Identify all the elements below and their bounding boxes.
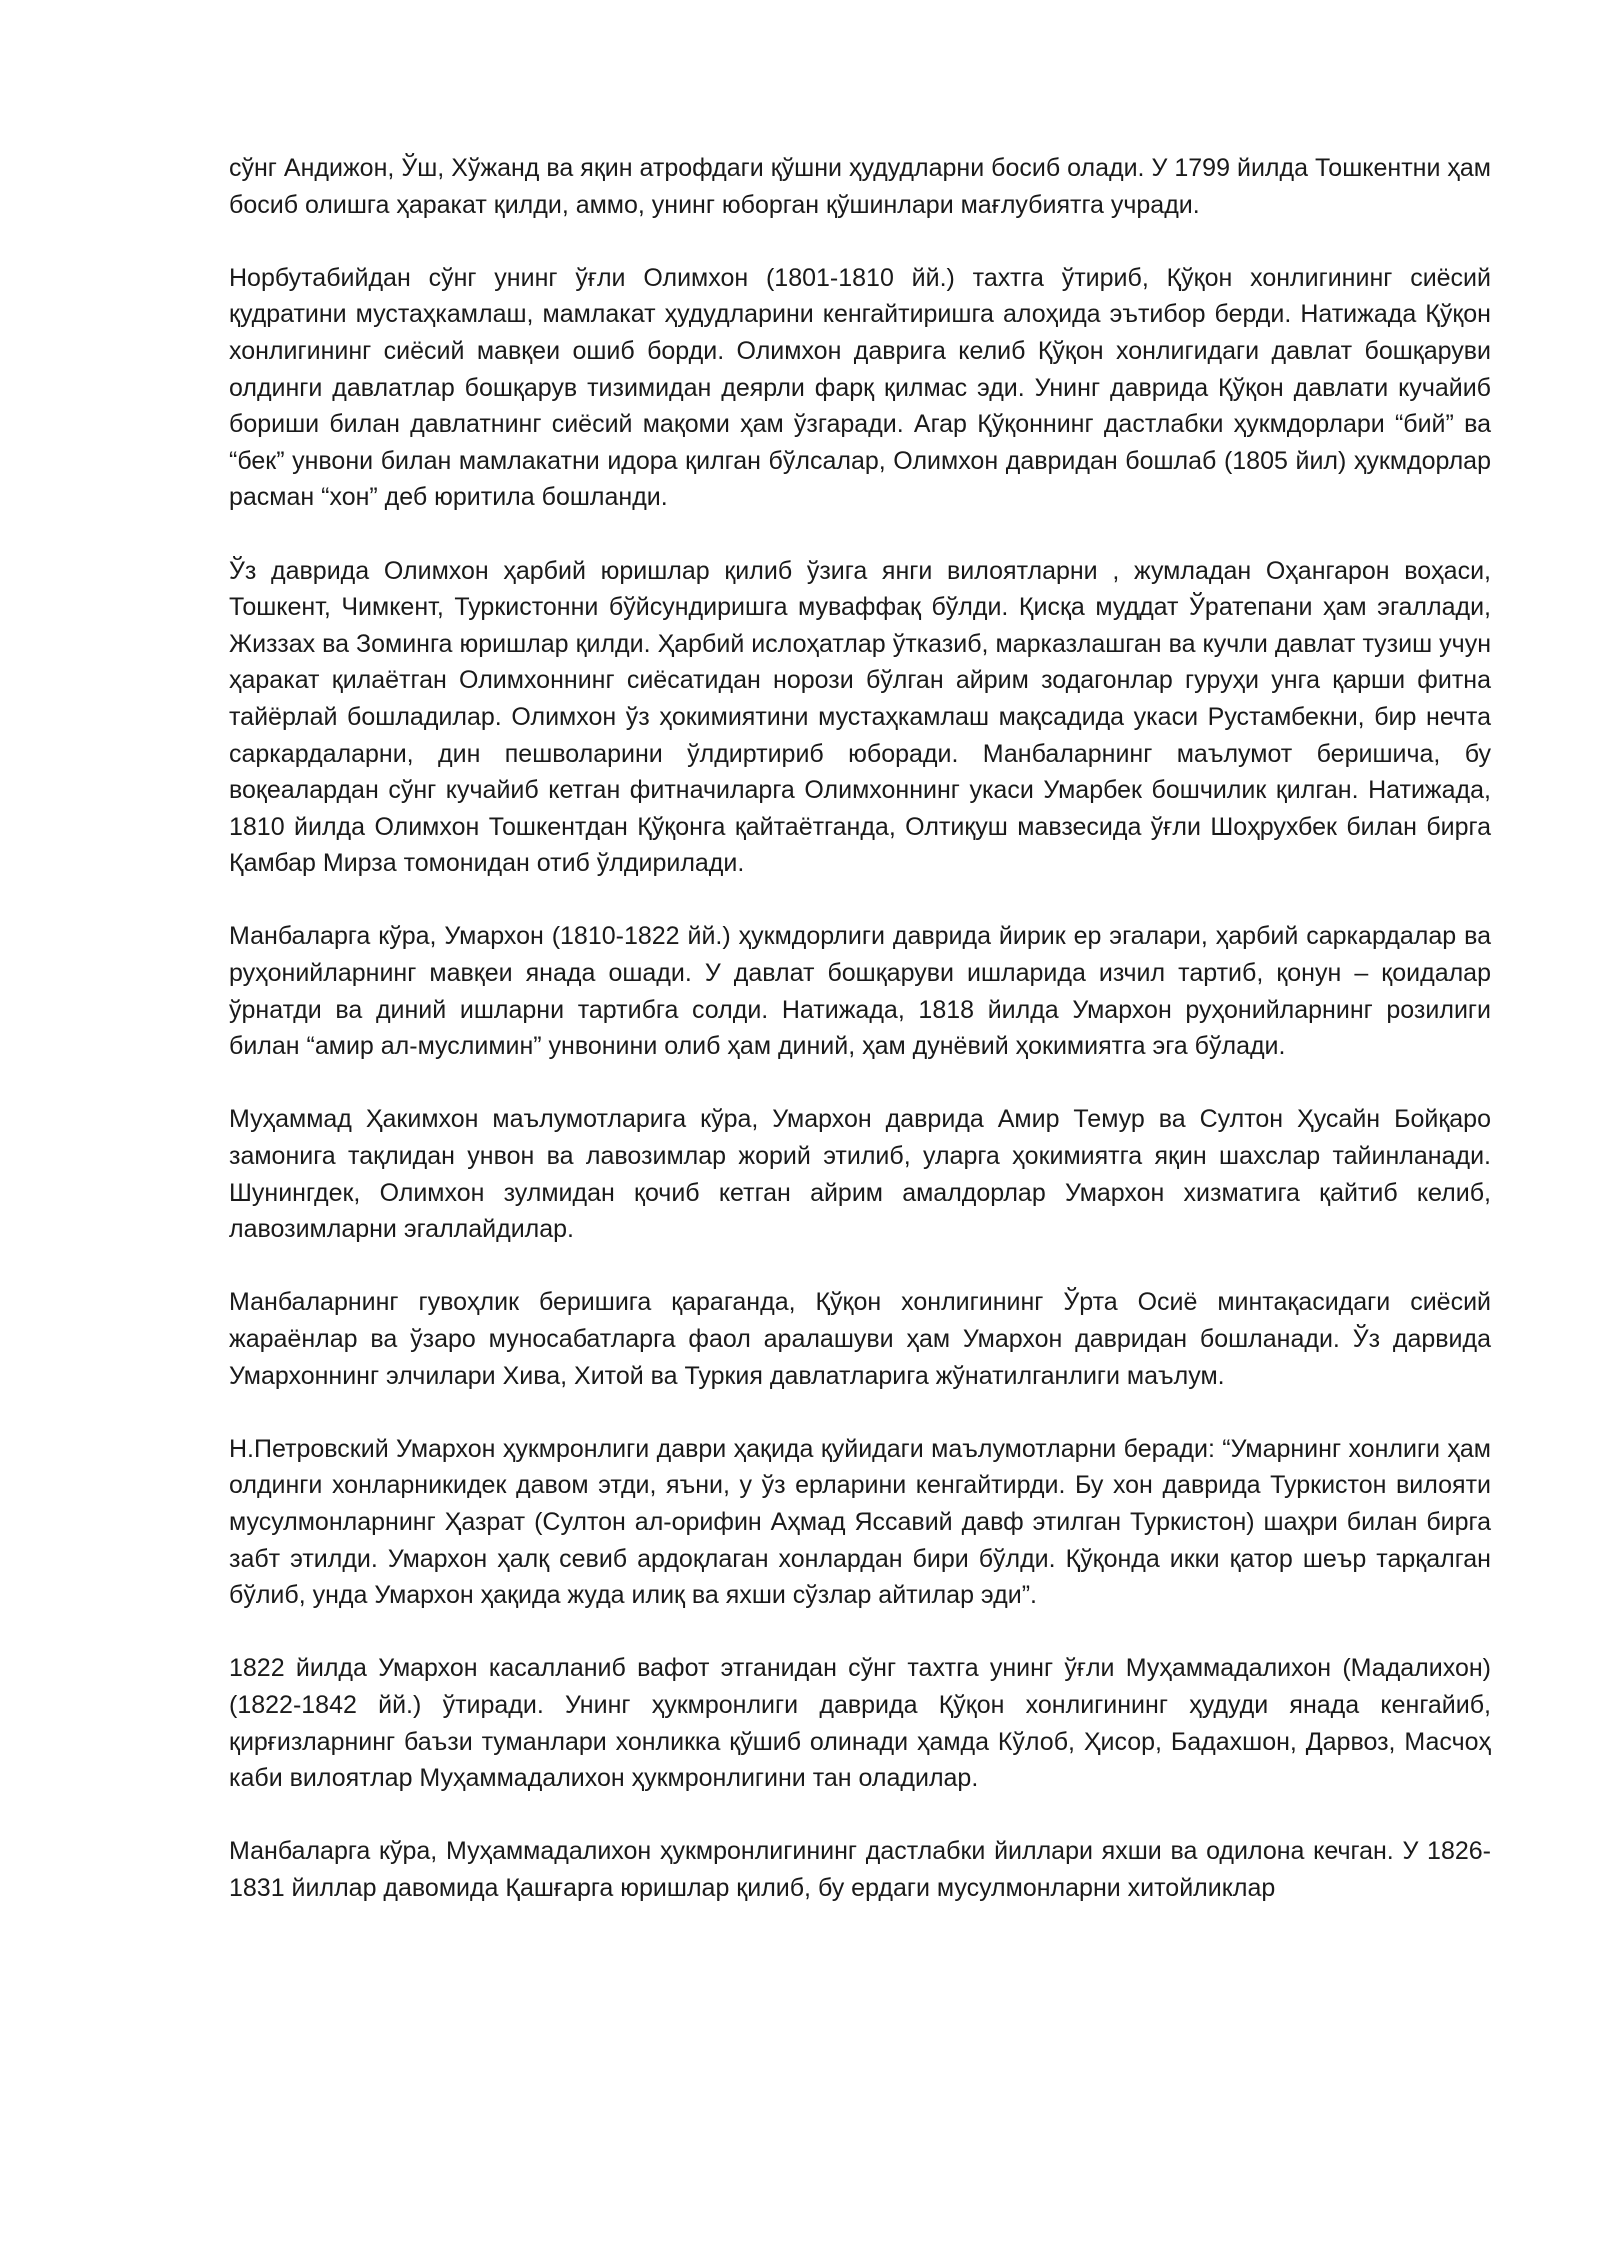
paragraph-6: Манбаларнинг гувоҳлик беришига қараганда, Қўқон хонлигининг Ўрта Осиё минтақасидаги сиёсий жараёнлар ва ўзаро муносабатларга фаол аралашуви ҳам Умархон давридан бошланади. Ўз дарвида Умархоннинг элчилари Хива, Хитой ва Туркия давлатларига жўнатилганлиги маълум.	[229, 1288, 1491, 1390]
paragraph-3: Ўз даврида Олимхон ҳарбий юришлар қилиб ўзига янги вилоятларни , жумладан Оҳангарон воҳаси, Тошкент, Чимкент, Туркистонни бўйсундиришга муваффақ бўлди. Қисқа муддат Ўратепани ҳам эгаллади, Жиззах ва Зоминга юришлар қилди. Ҳарбий ислоҳатлар ўтказиб, марказлашган ва кучли давлат тузиш учун ҳаракат қилаётган Олимхоннинг сиёсатидан норози бўлган айрим зодагонлар гуруҳи унга қарши фитна тайёрлай бошладилар. Олимхон ўз ҳокимиятини мустаҳкамлаш мақсадида укаси Рустамбекни, бир нечта саркардаларни, дин пешволарини ўлдиртириб юборади. Манбаларнинг маълумот беришича, бу воқеалардан сўнг кучайиб кетган фитначиларга Олимхоннинг укаси Умарбек бошчилик қилган. Натижада, 1810 йилда Олимхон Тошкентдан Қўқонга қайтаётганда, Олтиқуш мавзесида ўғли Шоҳрухбек билан бирга Қамбар Мирза томонидан отиб ўлдирилади.	[229, 556, 1491, 878]
document-page	[229, 150, 1491, 1907]
paragraph-4: Манбаларга кўра, Умархон (1810-1822 йй.) ҳукмдорлиги даврида йирик ер эгалари, ҳарбий саркардалар ва руҳонийларнинг мавқеи янада ошади. У давлат бошқаруви ишларида изчил тартиб, қонун – қоидалар ўрнатди ва диний ишларни тартибга солди. Натижада, 1818 йилда Умархон руҳонийларнинг розилиги билан “амир ал-муслимин” унвонини олиб ҳам диний, ҳам дунёвий ҳокимиятга эга бўлади.	[229, 922, 1491, 1061]
paragraph-2: Норбутабийдан сўнг унинг ўғли Олимхон (1801-1810 йй.) тахтга ўтириб, Қўқон хонлигининг сиёсий қудратини мустаҳкамлаш, мамлакат ҳудудларини кенгайтиришга алоҳида эътибор берди. Натижада Қўқон хонлигининг сиёсий мавқеи ошиб борди. Олимхон даврига келиб Қўқон хонлигидаги давлат бошқаруви олдинги давлатлар бошқарув тизимидан деярли фарқ қилмас эди. Унинг даврида Қўқон давлати кучайиб бориши билан давлатнинг сиёсий мақоми ҳам ўзгаради. Агар Қўқоннинг дастлабки ҳукмдорлари “бий” ва “бек” унвони билан мамлакатни идора қилган бўлсалар, Олимхон давридан бошлаб (1805 йил) ҳукмдорлар расман “хон” деб юритила бошланди.	[229, 263, 1491, 512]
paragraph-1: сўнг Андижон, Ўш, Хўжанд ва яқин атрофдаги қўшни ҳудудларни босиб олади. У 1799 йилда Тошкентни ҳам босиб олишга ҳаракат қилди, аммо, унинг юборган қўшинлари мағлубиятга учради.	[229, 154, 1491, 219]
paragraph-9: Манбаларга кўра, Муҳаммадалихон ҳукмронлигининг дастлабки йиллари яхши ва одилона кечган. У 1826-1831 йиллар давомида Қашғарга юришлар қилиб, бу ердаги мусулмонларни хитойликлар	[229, 1837, 1491, 1902]
paragraph-5: Муҳаммад Ҳакимхон маълумотларига кўра, Умархон даврида Амир Темур ва Султон Ҳусайн Бойқаро замонига тақлидан унвон ва лавозимлар жорий этилиб, уларга ҳокимиятга яқин шахслар тайинланади. Шунингдек, Олимхон зулмидан қочиб кетган айрим амалдорлар Умархон хизматига қайтиб келиб, лавозимларни эгаллайдилар.	[229, 1105, 1491, 1244]
paragraph-8: 1822 йилда Умархон касалланиб вафот этганидан сўнг тахтга унинг ўғли Муҳаммадалихон (Мадалихон) (1822-1842 йй.) ўтиради. Унинг ҳукмронлиги даврида Қўқон хонлигининг ҳудуди янада кенгайиб, қирғизларнинг баъзи туманлари хонликка қўшиб олинади ҳамда Кўлоб, Ҳисор, Бадахшон, Дарвоз, Масчоҳ каби вилоятлар Муҳаммадалихон ҳукмронлигини тан оладилар.	[229, 1654, 1491, 1793]
paragraph-7: Н.Петровский Умархон ҳукмронлиги даври ҳақида қуйидаги маълумотларни беради: “Умарнинг хонлиги ҳам олдинги хонларникидек давом этди, яъни, у ўз ерларини кенгайтирди. Бу хон даврида Туркистон вилояти мусулмонларнинг Ҳазрат (Султон ал-орифин Аҳмад Яссавий давф этилган Туркистон) шаҳри билан бирга забт этилди. Умархон ҳалқ севиб ардоқлаган хонлардан бири бўлди. Қўқонда икки қатор шеър тарқалган бўлиб, унда Умархон ҳақида жуда илиқ ва яхши сўзлар айтилар эди”.	[229, 1434, 1491, 1610]
